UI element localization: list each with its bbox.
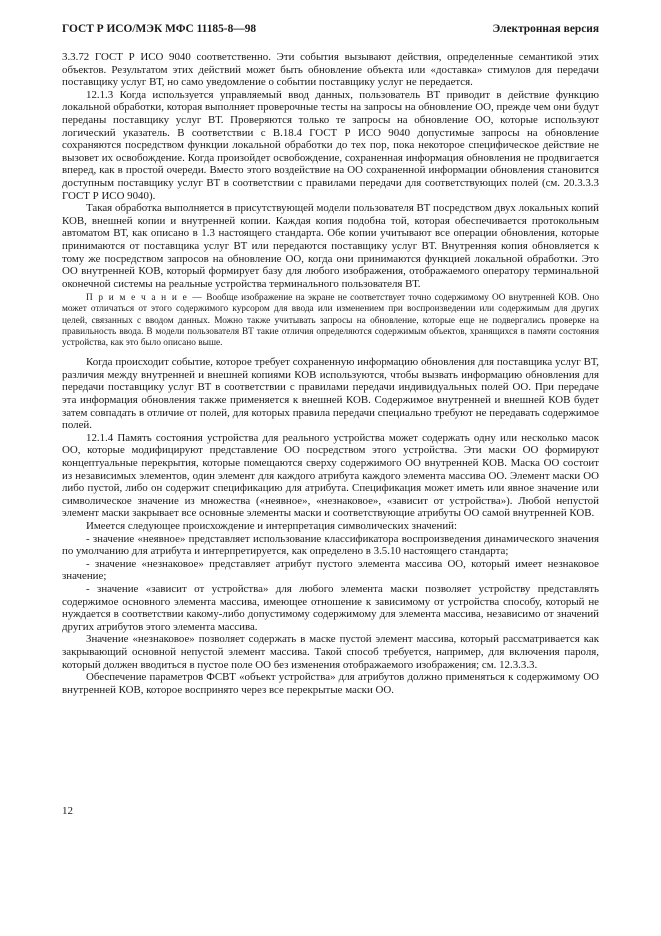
paragraph-nonsign-mask: Значение «незнаковое» позволяет содержать в маске пустой элемент массива, который рассматривается как закрывающий основной непустой элемент массива. Такой способ требуется, например, для включения пароля, который должен вводиться в пустое поле ОО без изменения отображаемого изображения; см. 12.3.3.3. bbox=[62, 633, 599, 671]
paragraph-12-1-3: 12.1.3 Когда используется управляемый ввод данных, пользователь ВТ приводит в действие функцию локальной обработки, которая выполняет проверочные тесты на запросы на обновление ОО, прежде чем они будут переданы поставщику услуг ВТ. Проверяются только те запросы на обновление ОО, которые используют логический указатель. В соответствии с В.18.4 ГОСТ Р ИСО 9040 допустимые запросы на обновление сохраняются посредством функции локальной обработки до тех пор, пока некоторое специфическое действие не вызовет их освобождение. Когда произойдет освобождение, сохраненная информация обновления не продвигается вперед, как в простой очереди. Вместо этого воздействие на ОО сохраненной информации обновления становится доступным поставщику услуг ВТ в соответствии с правилами передачи для соответствующих полей (см. 20.3.3.3 ГОСТ Р ИСО 9040). bbox=[62, 88, 599, 202]
paragraph-processing: Такая обработка выполняется в присутствующей модели пользователя ВТ посредством двух локальных копий КОВ, внешней копии и внутренней копии. Каждая копия подобна той, которая обеспечивается протокольным автоматом ВТ, как описано в 1.3 настоящего стандарта. Обе копии учитывают все операции обновления, которые принимаются от поставщика услуг ВТ или передаются поставщику услуг ВТ. Внутренняя копия обновляется к тому же посредством запросов на обновление ОО, когда они принимаются функцией локальной обработки. Это ОО внутренней КОВ, который формирует базу для любого изображения, отображаемого оператору терминальной оконечной системы на реальные устройства терминального пользователя ВТ. bbox=[62, 202, 599, 290]
page-number: 12 bbox=[62, 805, 73, 817]
paragraph-event: Когда происходит событие, которое требует сохраненную информацию обновления для поставщика услуг ВТ, различия между внутренней и внешней копиями КОВ используются, чтобы вызвать информацию обновления для передачи поставщику услуг ВТ в соответствии с правилами передачи индивидуальных полей ОО. При передаче эта информация обновления также применяется к внешней КОВ. Содержимое внутренней и внешней КОВ будет затем совпадать в отличие от полей, для которых правила передачи специально требуют не передавать содержимое полей. bbox=[62, 356, 599, 432]
standard-title: ГОСТ Р ИСО/МЭК МФС 11185-8—98 bbox=[62, 23, 257, 35]
list-item-implicit: - значение «неявное» представляет использование классификатора воспроизведения динамического значения по умолчанию для атрибута и интерпретируется, как определено в 3.5.10 настоящего стандарта; bbox=[62, 532, 599, 558]
note-text: Вообще изображение на экране не соответствует точно содержимому ОО внутренней КОВ. Оно может отличаться от этого содержимого курсором для ввода или изменением при воспроизведении или содержимым для других целей, связанных с вводом данных. Можно также учитывать запросы на обновление, которые еще не подвергались проверке на правильность ввода. В модели пользователя ВТ такие отличия определяются содержимым объектов, хранящихся в памяти состояния устройства, как это было описано выше. bbox=[62, 293, 600, 349]
paragraph-continuation: 3.3.72 ГОСТ Р ИСО 9040 соответственно. Эти события вызывают действия, определенные семантикой этих объектов. Результатом этих действий может быть обновление объекта или «доставка» стимулов для передачи поставщику услуг ВТ, но само уведомление о событии поставщику услуг не передается. bbox=[62, 51, 599, 89]
paragraph-device-object: Обеспечение параметров ФСВТ «объект устройства» для атрибутов должно применяться к содержимому ОО внутренней КОВ, которое воспринято через все перекрытые маски ОО. bbox=[62, 671, 599, 696]
page-header bbox=[62, 21, 599, 37]
edition-label: Электронная версия bbox=[492, 23, 599, 35]
body-text bbox=[62, 51, 599, 696]
list-item-device-dependent: - значение «зависит от устройства» для любого элемента маски позволяет устройству представлять содержимое основного элемента массива, имеющее отношение к зависимому от устройства способу, который не нуждается в соответствии какому-либо допустимому содержимому для элемента массива, независимо от значений других атрибутов этого элемента массива. bbox=[62, 582, 599, 633]
paragraph-12-1-4: 12.1.4 Память состояния устройства для реального устройства может содержать одну или несколько масок ОО, которые модифицируют представление ОО посредством этого устройства. Эти маски ОО формируют концептуальные перекрытия, которые помещаются сверху содержимого ОО внутренней КОВ. Маска ОО состоит из независимых элементов, один элемент для каждого атрибута каждого элемента массива ОО. Элемент маски ОО либо пустой, либо он содержит спецификацию для атрибута. Спецификация может иметь или явное значение или символическое значение из множества («неявное», «незнаковое», «зависит от устройства»). Любой непустой элемент маски закрывает все основные элементы маски и соответствующие атрибуты ОО самой внутренней КОВ. bbox=[62, 431, 599, 520]
note-paragraph bbox=[62, 293, 599, 349]
note-label: П р и м е ч а н и е — bbox=[86, 293, 203, 304]
list-item-nonsign: - значение «незнаковое» представляет атрибут пустого элемента массива ОО, который имеет незнаковое значение; bbox=[62, 557, 599, 583]
paragraph-symbolic-intro: Имеется следующее происхождение и интерпретация символических значений: bbox=[86, 520, 457, 533]
